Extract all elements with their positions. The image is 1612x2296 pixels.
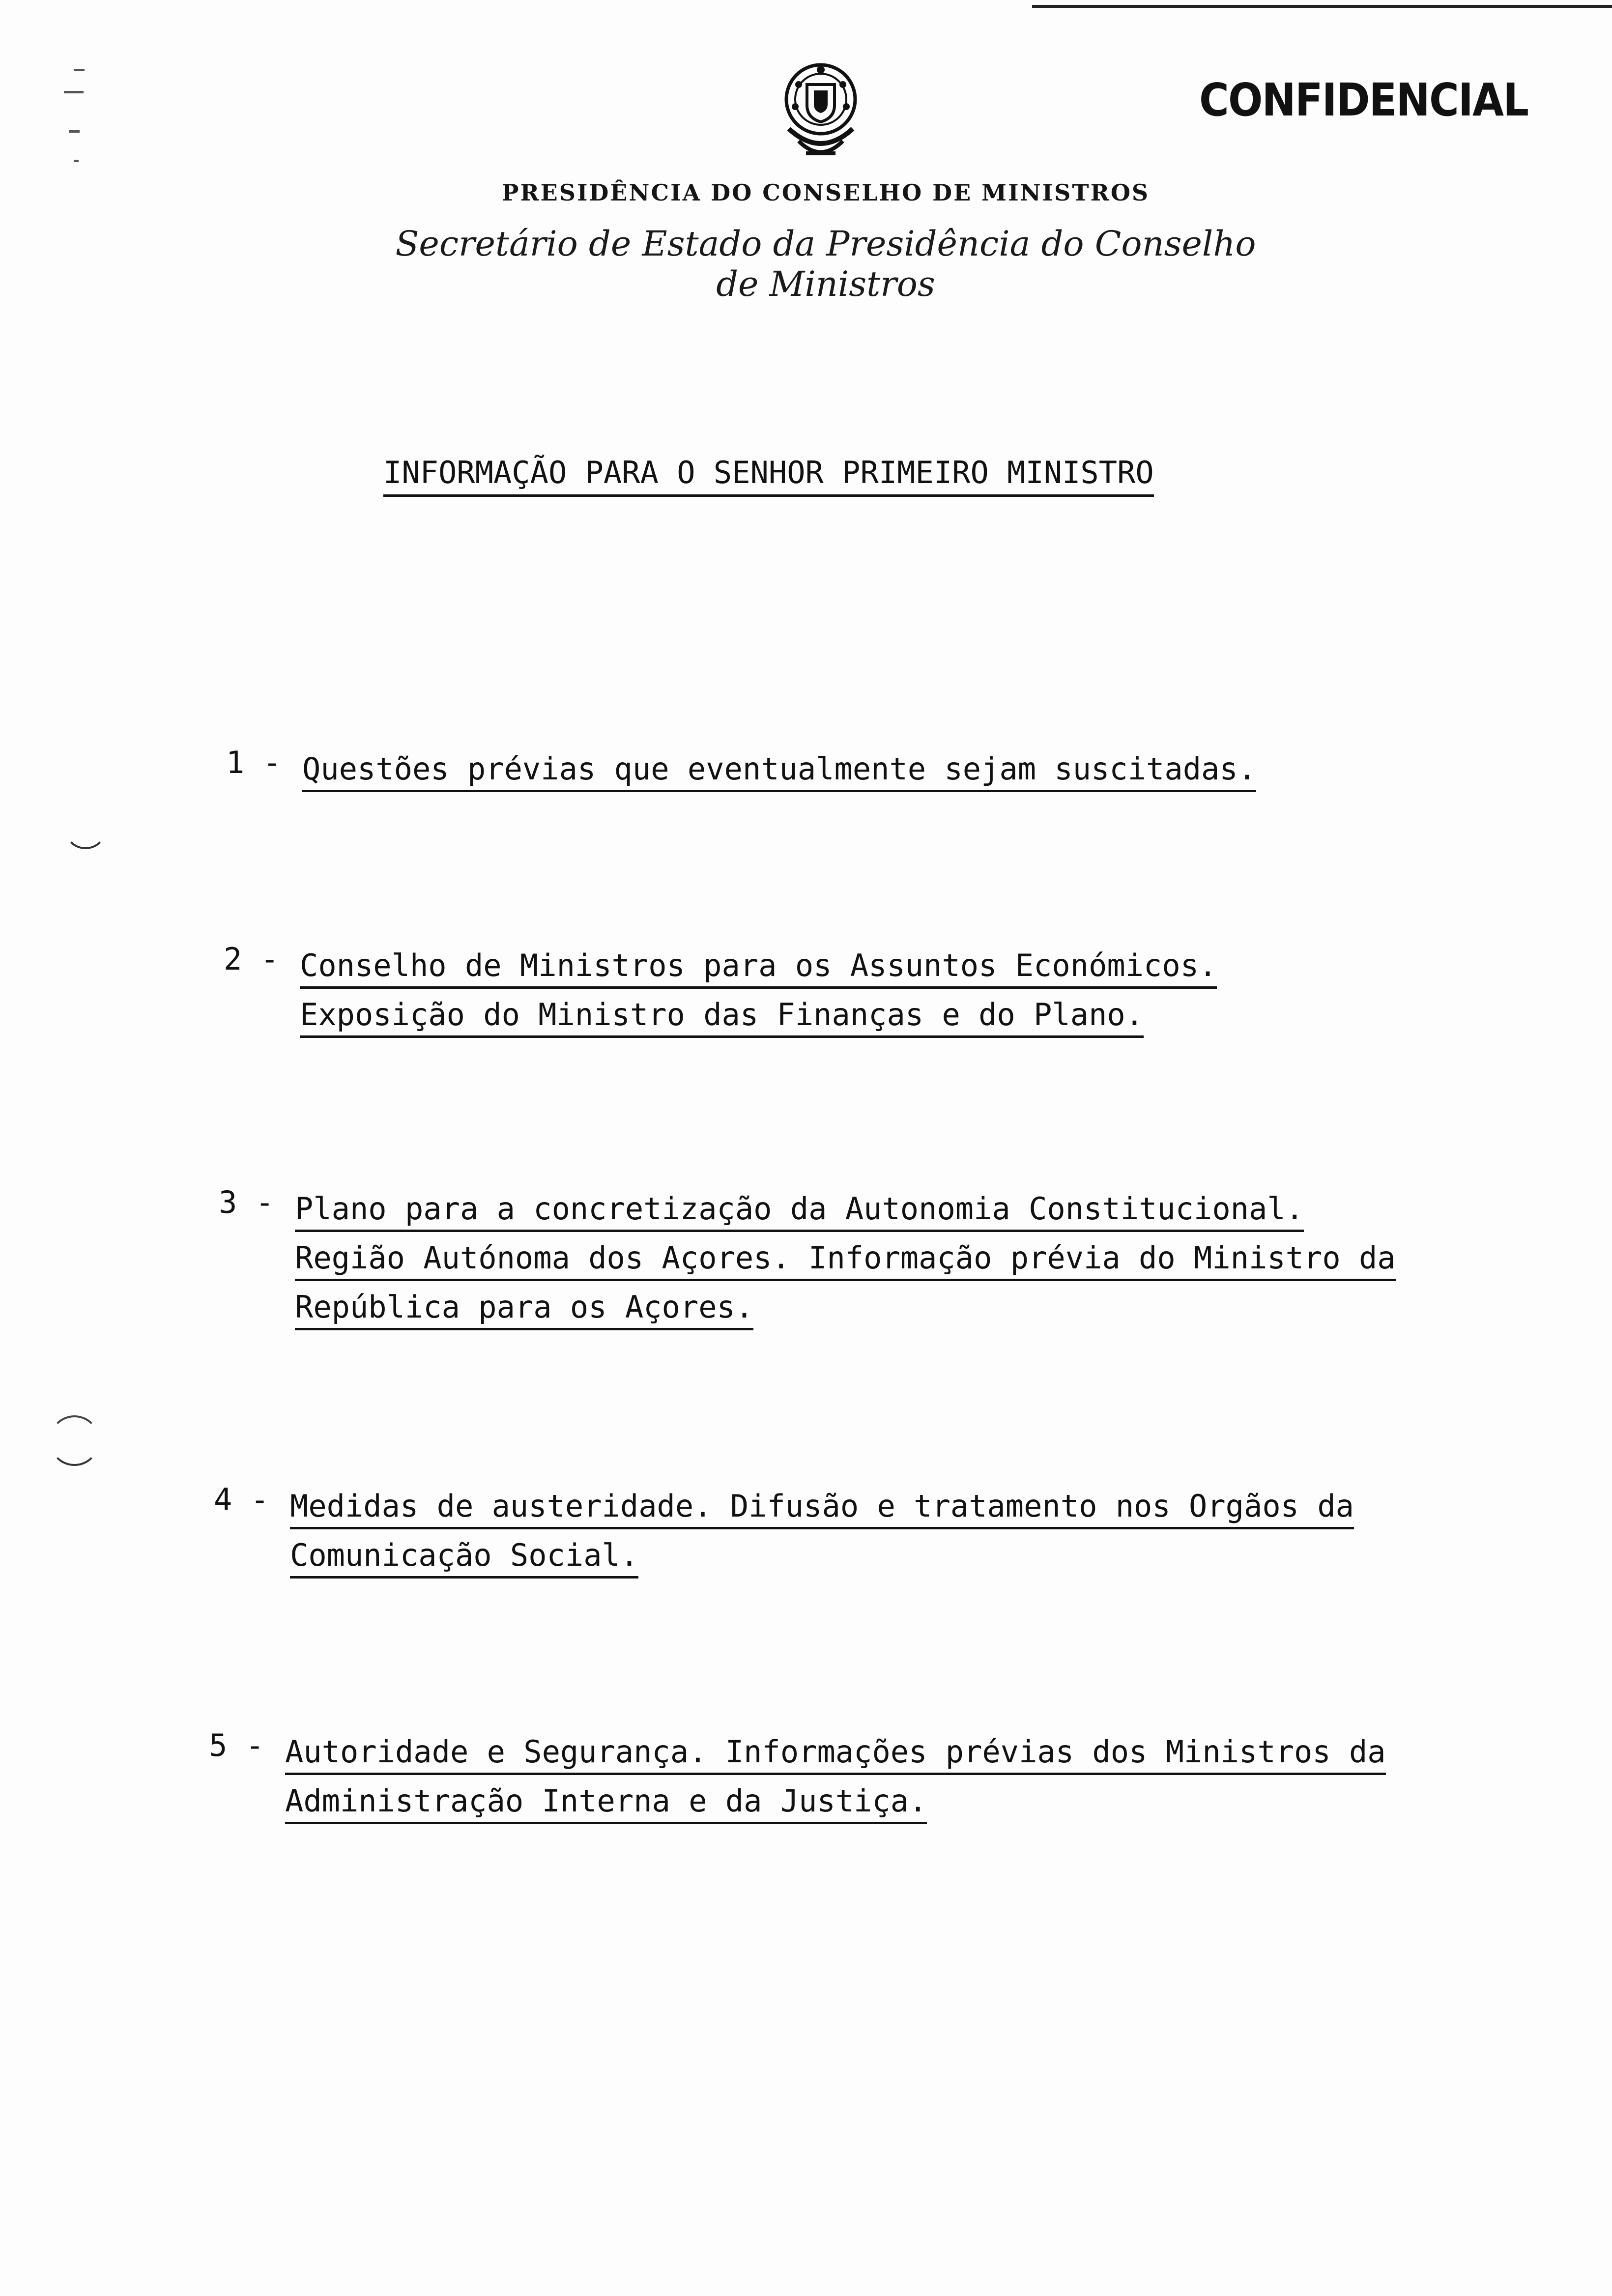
agenda-item-separator: - bbox=[260, 941, 279, 977]
institution-name: PRESIDÊNCIA DO CONSELHO DE MINISTROS bbox=[501, 179, 1150, 206]
agenda-item-number: 3 bbox=[219, 1184, 237, 1220]
agenda-item-number: 1 bbox=[226, 745, 245, 780]
agenda-item-separator: - bbox=[251, 1482, 269, 1518]
agenda-item-text: Plano para a concretização da Autonomia Constitucional. Região Autónoma dos Açores. Informação prévia do Ministro da República para os Açores. bbox=[295, 1184, 1401, 1332]
confidential-stamp: CONFIDENCIAL bbox=[1199, 74, 1528, 126]
agenda-item-separator: - bbox=[256, 1184, 274, 1220]
document-title-text: INFORMAÇÃO PARA O SENHOR PRIMEIRO MINISTRO bbox=[383, 455, 1154, 497]
agenda-item-number: 2 bbox=[224, 941, 242, 977]
agenda-item-number: 4 bbox=[214, 1482, 232, 1518]
agenda-item-text: Autoridade e Segurança. Informações prévias dos Ministros da Administração Interna e da Justiça. bbox=[285, 1727, 1406, 1826]
secretariat-name: Secretário de Estado da Presidência do Conselho de Ministros bbox=[395, 224, 1256, 304]
agenda-item-text: Questões prévias que eventualmente sejam suscitadas. bbox=[302, 745, 1408, 794]
punch-hole-mark bbox=[49, 1415, 100, 1466]
agenda-item-separator: - bbox=[246, 1727, 264, 1763]
punch-hole-mark bbox=[64, 806, 107, 849]
agenda-item-text: Conselho de Ministros para os Assuntos Económicos. Exposição do Ministro das Finanças e do Plano. bbox=[300, 941, 1366, 1039]
agenda-item-separator: - bbox=[263, 745, 282, 780]
agenda-item-number: 5 bbox=[209, 1727, 228, 1763]
agenda-item-text: Medidas de austeridade. Difusão e tratamento nos Orgãos da Comunicação Social. bbox=[290, 1482, 1396, 1580]
